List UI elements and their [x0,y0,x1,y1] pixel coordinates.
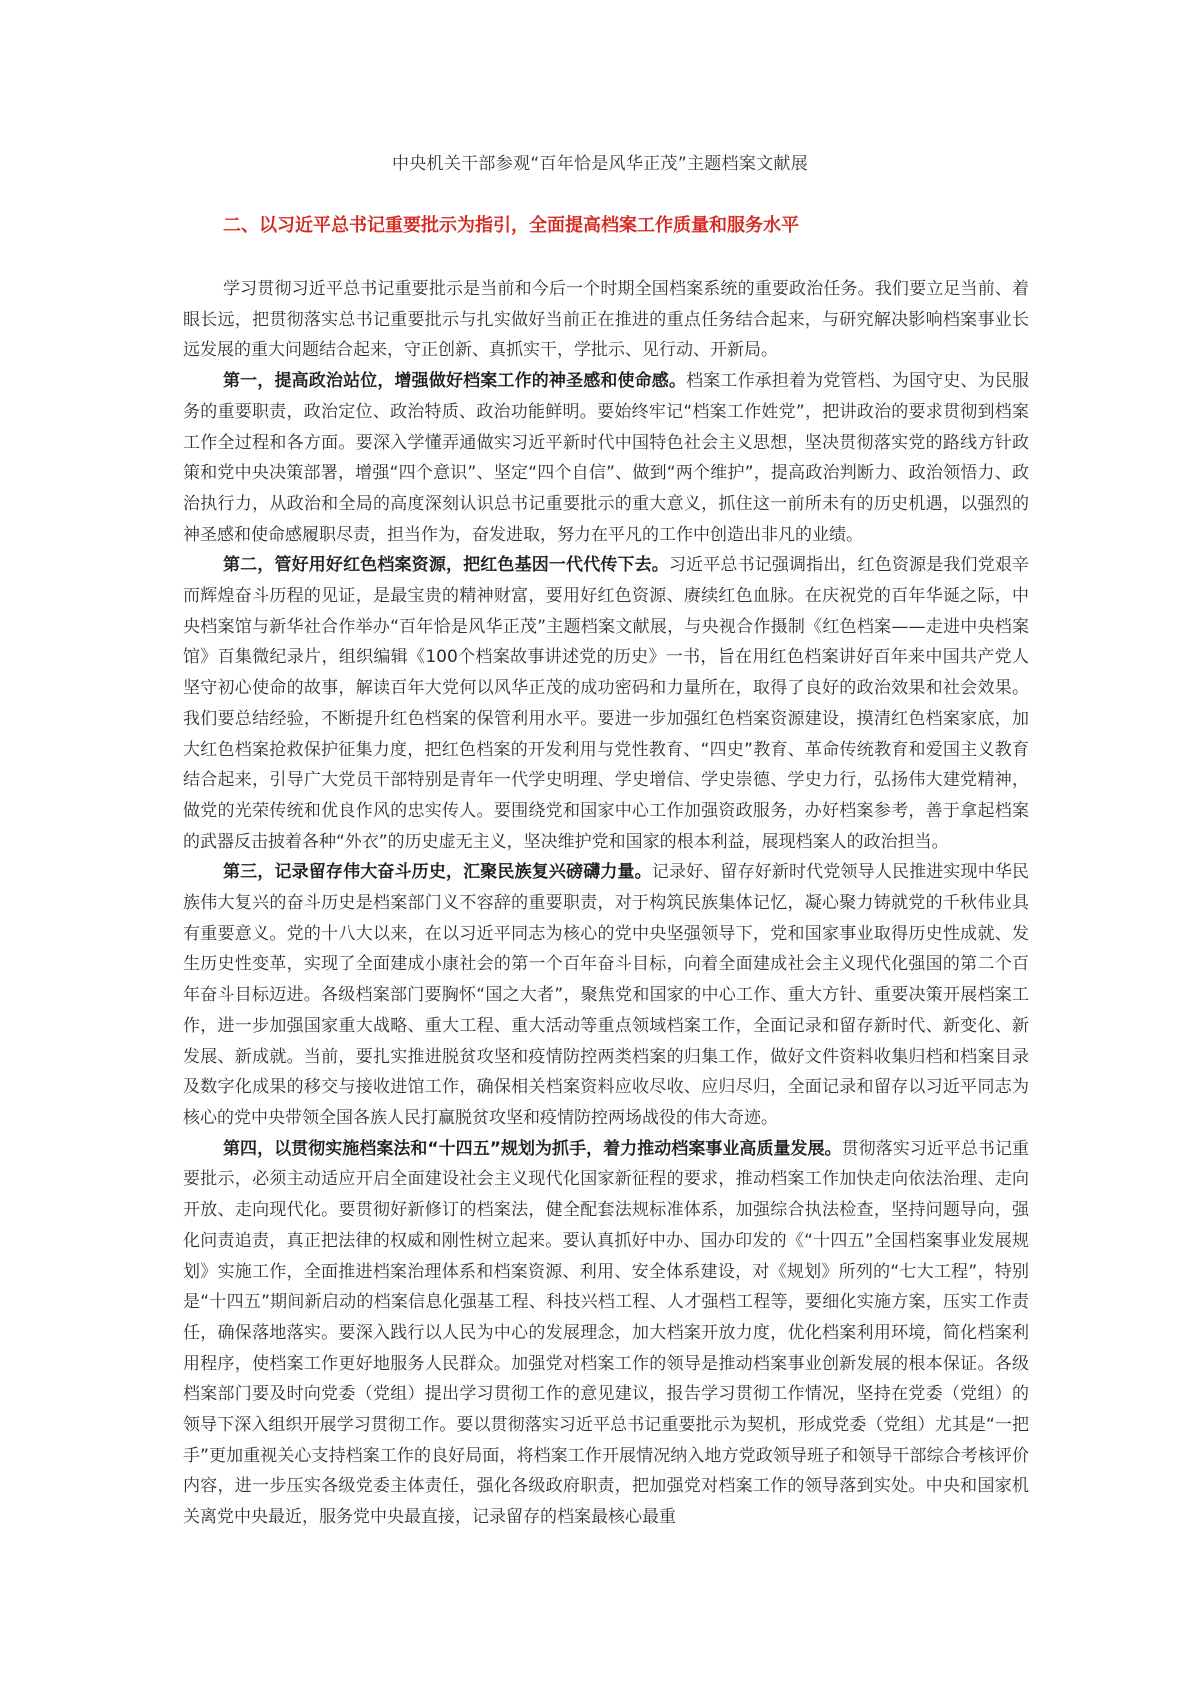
paragraph-lead: 第二，管好用好红色档案资源，把红色基因一代代传下去。 [223,555,669,576]
section-heading: 二、以习近平总书记重要批示为指引，全面提高档案工作质量和服务水平 [223,215,799,236]
paragraph-lead: 第一，提高政治站位，增强做好档案工作的神圣感和使命感。 [223,371,687,392]
paragraph-first [183,366,1029,550]
paragraph-text: 记录好、留存好新时代党领导人民推进实现中华民族伟大复兴的奋斗历史是档案部门义不容辞的重要职责，对于构筑民族集体记忆，凝心聚力铸就党的千秋伟业具有重要意义。党的十八大以来，在以习近平同志为核心的党中央坚强领导下，党和国家事业取得历史性成就、发生历史性变革，实现了全面建成小康社会的第一个百年奋斗目标，向着全面建成社会主义现代化强国的第二个百年奋斗目标迈进。各级档案部门要胸怀“国之大者”，聚焦党和国家的中心工作、重大方针、重要决策开展档案工作，进一步加强国家重大战略、重大工程、重大活动等重点领域档案工作，全面记录和留存新时代、新变化、新发展、新成就。当前，要扎实推进脱贫攻坚和疫情防控两类档案的归集工作，做好文件资料收集归档和档案目录及数字化成果的移交与接收进馆工作，确保相关档案资料应收尽收、应归尽归，全面记录和留存以习近平同志为核心的党中央带领全国各族人民打赢脱贫攻坚和疫情防控两场战役的伟大奇迹。 [183,862,1030,1128]
paragraph-fourth [183,1134,1029,1533]
paragraph-third [183,857,1029,1133]
paragraph-lead: 第四，以贯彻实施档案法和“十四五”规划为抓手，着力推动档案事业高质量发展。 [223,1138,842,1159]
article-body [183,274,1029,1533]
paragraph-text: 贯彻落实习近平总书记重要批示，必须主动适应开启全面建设社会主义现代化国家新征程的要求，推动档案工作加快走向依法治理、走向开放、走向现代化。要贯彻好新修订的档案法，健全配套法规标准体系，加强综合执法检查，坚持问题导向，强化问责追责，真正把法律的权威和刚性树立起来。要认真抓好中办、国办印发的《“十四五”全国档案事业发展规划》实施工作，全面推进档案治理体系和档案资源、利用、安全体系建设，对《规划》所列的“七大工程”，特别是“十四五”期间新启动的档案信息化强基工程、科技兴档工程、人才强档工程等，要细化实施方案，压实工作责任，确保落地落实。要深入践行以人民为中心的发展理念，加大档案开放力度，优化档案利用环境，简化档案利用程序，使档案工作更好地服务人民群众。加强党对档案工作的领导是推动档案事业创新发展的根本保证。各级档案部门要及时向党委（党组）提出学习贯彻工作的意见建议，报告学习贯彻工作情况，坚持在党委（党组）的领导下深入组织开展学习贯彻工作。要以贯彻落实习近平总书记重要批示为契机，形成党委（党组）尤其是“一把手”更加重视关心支持档案工作的良好局面，将档案工作开展情况纳入地方党政领导班子和领导干部综合考核评价内容，进一步压实各级党委主体责任，强化各级政府职责，把加强党对档案工作的领导落到实处。中央和国家机关离党中央最近，服务党中央最直接，记录留存的档案最核心最重 [183,1138,1029,1528]
image-caption: 中央机关干部参观“百年恰是风华正茂”主题档案文献展 [391,154,809,174]
paragraph-text: 学习贯彻习近平总书记重要批示是当前和今后一个时期全国档案系统的重要政治任务。我们要立足当前、着眼长远，把贯彻落实总书记重要批示与扎实做好当前正在推进的重点任务结合起来，与研究解决影响档案事业长远发展的重大问题结合起来，守正创新、真抓实干，学批示、见行动、开新局。 [183,279,1029,361]
paragraph-text: 档案工作承担着为党管档、为国守史、为民服务的重要职责，政治定位、政治特质、政治功能鲜明。要始终牢记“档案工作姓党”，把讲政治的要求贯彻到档案工作全过程和各方面。要深入学懂弄通做实习近平新时代中国特色社会主义思想，坚决贯彻落实党的路线方针政策和党中央决策部署，增强“四个意识”、坚定“四个自信”、做到“两个维护”，提高政治判断力、政治领悟力、政治执行力，从政治和全局的高度深刻认识总书记重要批示的重大意义，抓住这一前所未有的历史机遇，以强烈的神圣感和使命感履职尽责，担当作为，奋发进取，努力在平凡的工作中创造出非凡的业绩。 [183,371,1030,545]
paragraph-second [183,550,1029,857]
paragraph-lead: 第三，记录留存伟大奋斗历史，汇聚民族复兴磅礴力量。 [223,862,652,883]
paragraph-intro [183,274,1029,366]
paragraph-text: 习近平总书记强调指出，红色资源是我们党艰辛而辉煌奋斗历程的见证，是最宝贵的精神财富，要用好红色资源、赓续红色血脉。在庆祝党的百年华诞之际，中央档案馆与新华社合作举办“百年恰是风华正茂”主题档案文献展，与央视合作摄制《红色档案——走进中央档案馆》百集微纪录片，组织编辑《100个档案故事讲述党的历史》一书，旨在用红色档案讲好百年来中国共产党人坚守初心使命的故事，解读百年大党何以风华正茂的成功密码和力量所在，取得了良好的政治效果和社会效果。我们要总结经验，不断提升红色档案的保管利用水平。要进一步加强红色档案资源建设，摸清红色档案家底，加大红色档案抢救保护征集力度，把红色档案的开发利用与党性教育、“四史”教育、革命传统教育和爱国主义教育结合起来，引导广大党员干部特别是青年一代学史明理、学史增信、学史崇德、学史力行，弘扬伟大建党精神，做党的光荣传统和优良作风的忠实传人。要围绕党和国家中心工作加强资政服务，办好档案参考，善于拿起档案的武器反击披着各种“外衣”的历史虚无主义，坚决维护党和国家的根本利益，展现档案人的政治担当。 [183,555,1030,852]
